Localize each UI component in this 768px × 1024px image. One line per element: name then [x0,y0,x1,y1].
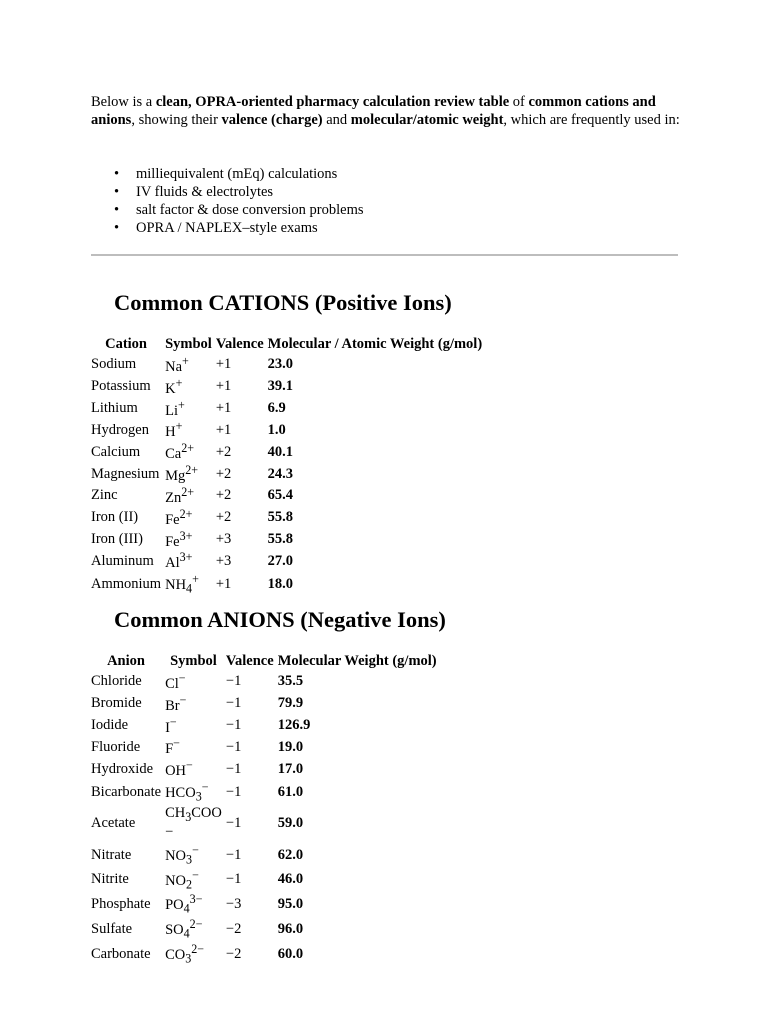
ion-weight: 96.0 [277,920,304,937]
symbol-charge: − [165,824,174,841]
symbol-formula [165,758,193,779]
ion-symbol [163,463,214,485]
ion-weight: 59.0 [277,815,304,832]
ion-valence: +2 [215,465,232,482]
symbol-formula [165,868,199,893]
ion-symbol [163,780,224,805]
ion-valence: −1 [225,673,242,690]
table-row [89,354,484,376]
symbol-base: CH [165,805,186,822]
table-row [89,693,439,715]
ion-weight: 60.0 [277,945,304,962]
column-header-valence: Valence [225,653,274,669]
ion-weight: 39.1 [267,378,294,395]
symbol-formula [165,843,199,868]
ion-name: Hydroxide [91,760,154,777]
symbol-base: Zn [165,489,182,506]
ion-symbol [163,671,224,693]
anions-table-body [89,671,439,966]
symbol-charge: 3+ [179,550,193,565]
symbol-subscript: 4 [186,582,193,596]
table-row [89,550,484,572]
table-row [89,805,439,843]
ion-weight: 95.0 [277,896,304,913]
ion-symbol [163,843,224,868]
symbol-base: Fe [165,533,180,550]
table-row [89,671,439,693]
ion-name: Zinc [91,487,118,504]
symbol-base: SO [165,921,184,938]
symbol-charge: + [192,572,199,587]
ion-valence: +2 [215,487,232,504]
symbol-formula [165,736,180,757]
symbol-base: F [165,741,174,758]
symbol-base: Ca [165,446,182,463]
symbol-formula [165,376,182,397]
ion-name: Carbonate [91,945,151,962]
ion-symbol [163,550,214,572]
ion-valence: −1 [225,717,242,734]
ion-valence: −2 [225,945,242,962]
ion-symbol [163,419,214,441]
anions-heading: Common ANIONS (Negative Ions) [114,607,446,632]
symbol-formula [165,419,182,440]
symbol-formula [165,942,204,967]
ion-valence: −1 [225,738,242,755]
symbol-charge: + [182,354,189,368]
ion-weight: 17.0 [277,760,304,777]
symbol-formula [165,780,208,805]
symbol-charge: 3+ [179,528,193,543]
symbol-formula [165,917,202,942]
symbol-formula [165,693,186,714]
ion-valence: −2 [225,920,242,937]
ion-symbol [163,693,224,715]
intro-section [91,93,691,129]
ion-symbol [163,805,224,843]
list-item: • milliequivalent (mEq) calculations [136,165,364,183]
symbol-charge: − [192,842,199,857]
symbol-base: Fe [165,511,180,528]
symbol-subscript: 3 [185,951,192,966]
symbol-base: Br [165,697,180,714]
symbol-subscript: 4 [183,926,190,941]
ion-name: Fluoride [91,738,141,755]
ion-symbol [163,917,224,942]
ion-name: Sulfate [91,920,133,937]
list-item: • salt factor & dose conversion problems [136,201,364,219]
ion-symbol [163,868,224,893]
ion-symbol [163,715,224,737]
table-row [89,441,484,463]
ion-weight: 35.5 [277,673,304,690]
symbol-charge: + [175,419,183,434]
intro-bold-text: common cations and anions [91,94,656,128]
ion-name: Calcium [91,443,141,460]
table-row [89,398,484,420]
ion-valence: +2 [215,443,232,460]
ion-valence: −1 [225,695,242,712]
ion-name: Potassium [91,378,151,395]
ion-name: Hydrogen [91,421,149,438]
ion-symbol [163,507,214,529]
symbol-charge: 2− [189,917,203,932]
symbol-charge: − [192,867,199,882]
symbol-charge: + [177,397,185,412]
ion-symbol [163,376,214,398]
symbol-base: I [165,719,170,736]
column-header-symbol: Symbol [170,653,217,669]
ion-valence: −1 [225,784,242,800]
ion-weight: 62.0 [277,846,304,863]
table-row [89,419,484,441]
ion-valence: +1 [215,576,232,593]
symbol-charge: − [186,758,193,773]
ion-weight: 79.9 [277,695,304,712]
ion-valence: −1 [225,815,242,832]
symbol-base: Na [165,358,183,375]
cations-table [89,335,484,597]
symbol-formula [165,441,194,462]
intro-bold-text: clean, OPRA-oriented pharmacy calculation review table [155,94,510,110]
ion-name: Magnesium [91,465,160,482]
symbol-formula [165,671,186,692]
column-header-anion: Anion [107,653,145,669]
symbol-formula [165,354,189,375]
ion-weight: 46.0 [277,871,304,888]
symbol-subscript: 3 [185,810,192,825]
intro-bold-text: valence (charge) [221,112,323,128]
table-row [89,942,439,967]
ion-name: Aluminum [91,552,154,569]
ion-valence: +1 [215,400,232,417]
ion-valence: +3 [215,552,232,569]
ion-name: Acetate [91,815,136,832]
anions-table [89,652,439,966]
table-row [89,463,484,485]
symbol-base: Al [165,555,180,572]
symbol-base: CO [165,946,186,963]
ion-valence: −1 [225,871,242,888]
ion-weight: 55.8 [267,531,294,548]
symbol-formula [165,806,222,840]
ion-symbol [163,758,224,780]
symbol-base: Li [165,402,178,419]
ion-valence: +3 [215,531,232,548]
intro-text: Below is a [91,94,156,110]
table-row [89,572,484,597]
symbol-base: NH [165,577,187,594]
ion-weight: 23.0 [267,356,294,373]
ion-name: Chloride [91,673,142,690]
ion-symbol [163,529,214,551]
table-row [89,868,439,893]
symbol-base: HCO [165,784,196,801]
symbol-charge: − [201,780,209,795]
ion-symbol [163,441,214,463]
symbol-subscript: 3 [195,789,202,804]
intro-text: and [322,112,351,128]
symbol-base: Cl [165,675,179,692]
table-row [89,736,439,758]
symbol-tail: COO [191,805,222,822]
table-row [89,892,439,917]
table-header-row [89,335,484,354]
symbol-charge: 3− [189,892,203,907]
intro-text: , showing their [131,112,222,128]
ion-symbol [163,485,214,507]
symbol-base: OH [165,763,187,780]
symbol-subscript: 3 [186,852,193,867]
ion-weight: 55.8 [267,509,294,526]
table-row [89,758,439,780]
use-case-list [136,165,364,237]
ion-name: Iron (III) [91,531,143,548]
table-row [89,376,484,398]
ion-symbol [163,942,224,967]
cations-heading: Common CATIONS (Positive Ions) [114,290,452,315]
symbol-formula [165,398,185,419]
ion-weight: 65.4 [267,487,294,504]
ion-name: Lithium [91,400,138,417]
ion-symbol [163,572,214,597]
symbol-charge: − [178,671,186,685]
ion-symbol [163,892,224,917]
symbol-base: K [165,380,176,397]
table-row [89,485,484,507]
ion-symbol [163,736,224,758]
symbol-formula [165,550,192,571]
symbol-formula [165,463,198,484]
symbol-formula [165,572,199,597]
ion-weight: 61.0 [277,784,304,800]
ion-name: Nitrate [91,846,132,863]
symbol-charge: − [179,692,187,707]
ion-weight: 1.0 [267,421,286,438]
intro-paragraph [91,93,691,129]
table-row [89,715,439,737]
list-item: • IV fluids & electrolytes [136,183,364,201]
symbol-formula [165,507,192,528]
ion-name: Iodide [91,717,129,734]
column-header-valence: Valence [215,336,264,352]
ion-valence: +1 [215,356,232,373]
ion-weight: 18.0 [267,576,294,593]
ion-valence: −1 [225,846,242,863]
ion-weight: 126.9 [277,717,311,734]
ion-weight: 27.0 [267,552,294,569]
table-row [89,917,439,942]
list-item: • OPRA / NAPLEX–style exams [136,219,364,237]
ion-weight: 40.1 [267,443,294,460]
symbol-formula [165,485,194,506]
symbol-charge: − [169,714,177,729]
ion-valence: +1 [215,378,232,395]
ion-weight: 6.9 [267,400,286,417]
table-row [89,843,439,868]
table-header-row [89,652,439,671]
symbol-base: NO [165,847,187,864]
intro-text: , which are frequently used in: [503,112,680,128]
symbol-formula [165,529,192,550]
symbol-charge: 2− [191,941,205,956]
column-header-weight: Molecular / Atomic Weight (g/mol) [267,336,483,352]
symbol-charge: 2+ [181,441,195,456]
symbol-charge: − [173,736,180,751]
ion-weight: 24.3 [267,465,294,482]
symbol-formula [165,892,202,917]
symbol-charge: 2+ [185,463,199,478]
symbol-charge: 2+ [179,506,193,521]
symbol-subscript: 2 [186,877,193,892]
table-row [89,507,484,529]
symbol-subscript: 4 [183,902,190,917]
ion-name: Iron (II) [91,509,139,526]
symbol-base: PO [165,897,184,914]
table-row [89,780,439,805]
ion-symbol [163,354,214,376]
ion-name: Phosphate [91,896,151,913]
symbol-base: Mg [165,467,186,484]
symbol-base: H [165,424,176,441]
ion-name: Bicarbonate [91,784,162,800]
column-header-symbol: Symbol [165,336,212,352]
symbol-charge: + [175,375,183,390]
symbol-base: NO [165,872,187,889]
symbol-charge: 2+ [181,484,195,499]
symbol-formula [165,715,177,736]
column-header-weight: Molecular Weight (g/mol) [277,653,437,669]
ion-symbol [163,398,214,420]
ion-name: Bromide [91,695,142,712]
ion-name: Nitrite [91,871,129,888]
horizontal-divider [91,254,678,256]
intro-text: of [509,94,529,110]
column-header-cation: Cation [105,336,147,352]
ion-weight: 19.0 [277,738,304,755]
intro-bold-text: molecular/atomic weight [350,112,504,128]
ion-valence: +2 [215,509,232,526]
ion-name: Sodium [91,356,137,373]
cations-table-body [89,354,484,597]
ion-valence: −3 [225,896,242,913]
table-row [89,529,484,551]
ion-name: Ammonium [91,576,162,593]
ion-valence: +1 [215,421,232,438]
ion-valence: −1 [225,760,242,777]
